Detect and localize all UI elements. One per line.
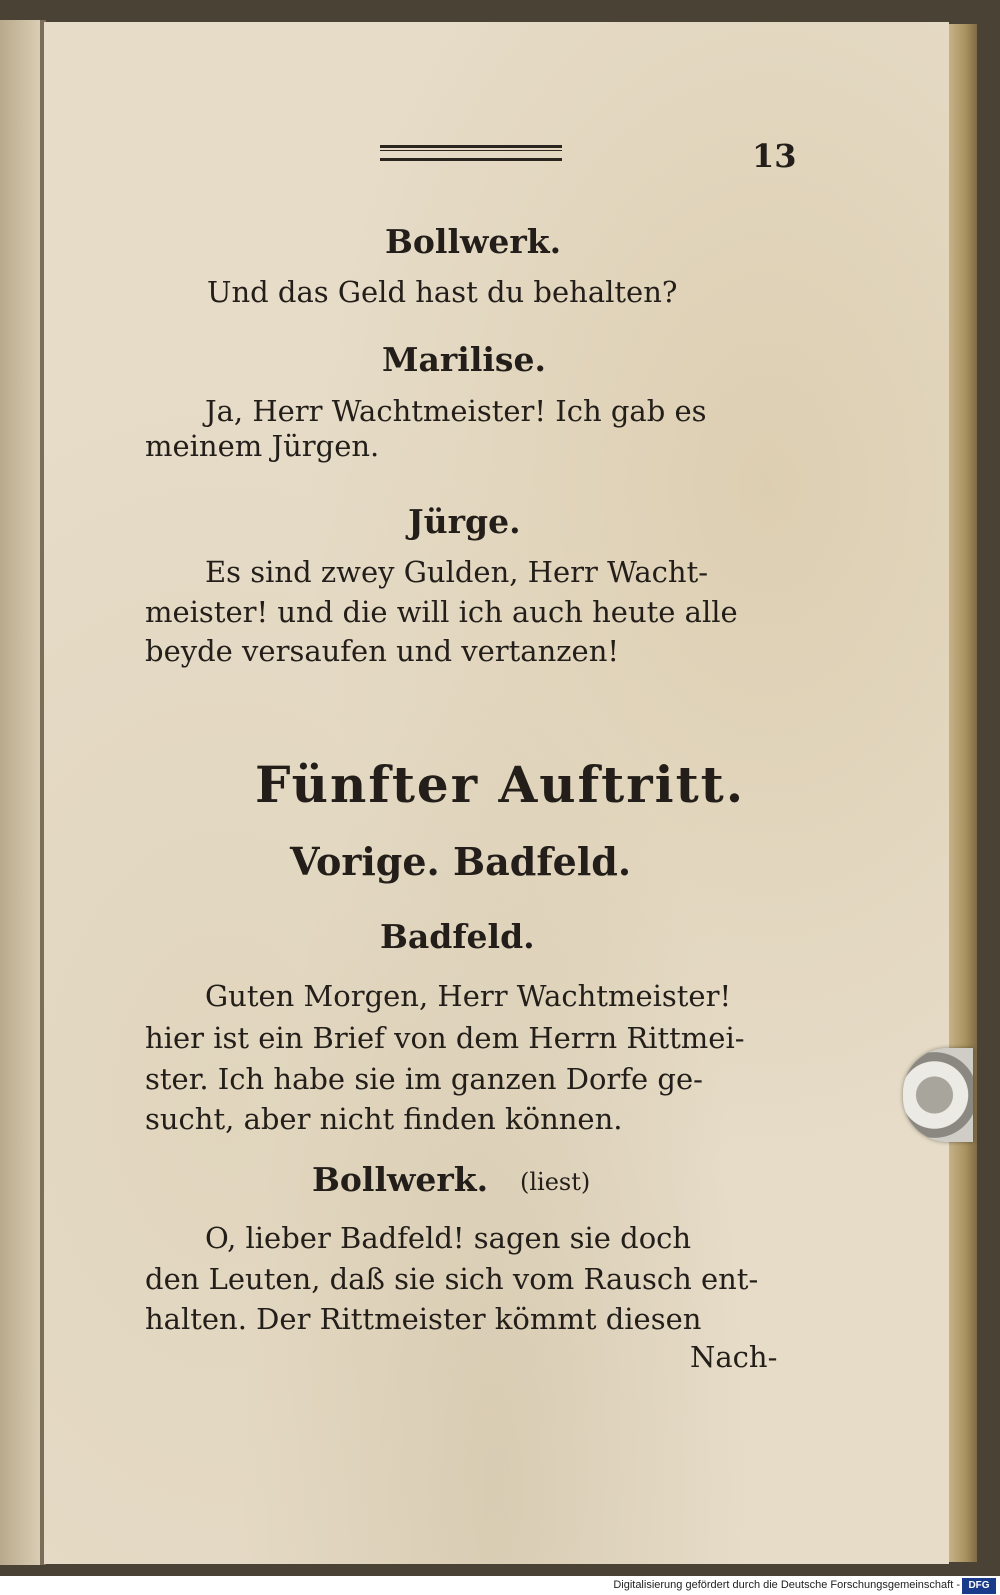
speaker-name: Badfeld.: [380, 917, 535, 956]
speaker-name: Bollwerk.: [385, 222, 562, 261]
speaker-name: Jürge.: [408, 502, 521, 541]
right-page-edge: [949, 24, 977, 1562]
dfg-logo: DFG: [962, 1578, 996, 1594]
header-rule: [380, 145, 562, 161]
catchword: Nach-: [690, 1340, 778, 1374]
funding-credit: Digitalisierung gefördert durch die Deutsche Forschungsgemeinschaft -: [613, 1579, 960, 1591]
dialogue-line: Es sind zwey Gulden, Herr Wacht-: [205, 555, 709, 589]
dialogue-line: Ja, Herr Wachtmeister! Ich gab es: [205, 394, 707, 428]
footer-bar: [0, 1576, 1000, 1595]
dialogue-line: meister! und die will ich auch heute alle: [145, 595, 738, 629]
dialogue-line: den Leuten, daß sie sich vom Rausch ent-: [145, 1262, 759, 1296]
left-page-edge: [0, 20, 46, 1565]
scene-characters: Vorige. Badfeld.: [290, 839, 632, 884]
dialogue-line: hier ist ein Brief von dem Herrn Rittmei-: [145, 1021, 745, 1055]
dialogue-line: ster. Ich habe sie im ganzen Dorfe ge-: [145, 1062, 703, 1096]
scene-heading: Fünfter Auftritt.: [255, 755, 746, 814]
dialogue-line: halten. Der Rittmeister kömmt diesen: [145, 1302, 702, 1336]
dialogue-line: Guten Morgen, Herr Wachtmeister!: [205, 979, 732, 1013]
page-number: 13: [752, 137, 797, 175]
stage-direction: (liest): [520, 1168, 591, 1196]
dialogue-line: O, lieber Badfeld! sagen sie doch: [205, 1221, 692, 1255]
dialogue-line: beyde versaufen und vertanzen!: [145, 634, 620, 668]
speaker-name: Bollwerk.: [312, 1160, 489, 1199]
speaker-name: Marilise.: [382, 340, 546, 379]
dialogue-line: meinem Jürgen.: [145, 429, 380, 463]
dialogue-line: sucht, aber nicht finden können.: [145, 1102, 623, 1136]
dialogue-line: Und das Geld hast du behalten?: [207, 275, 678, 309]
